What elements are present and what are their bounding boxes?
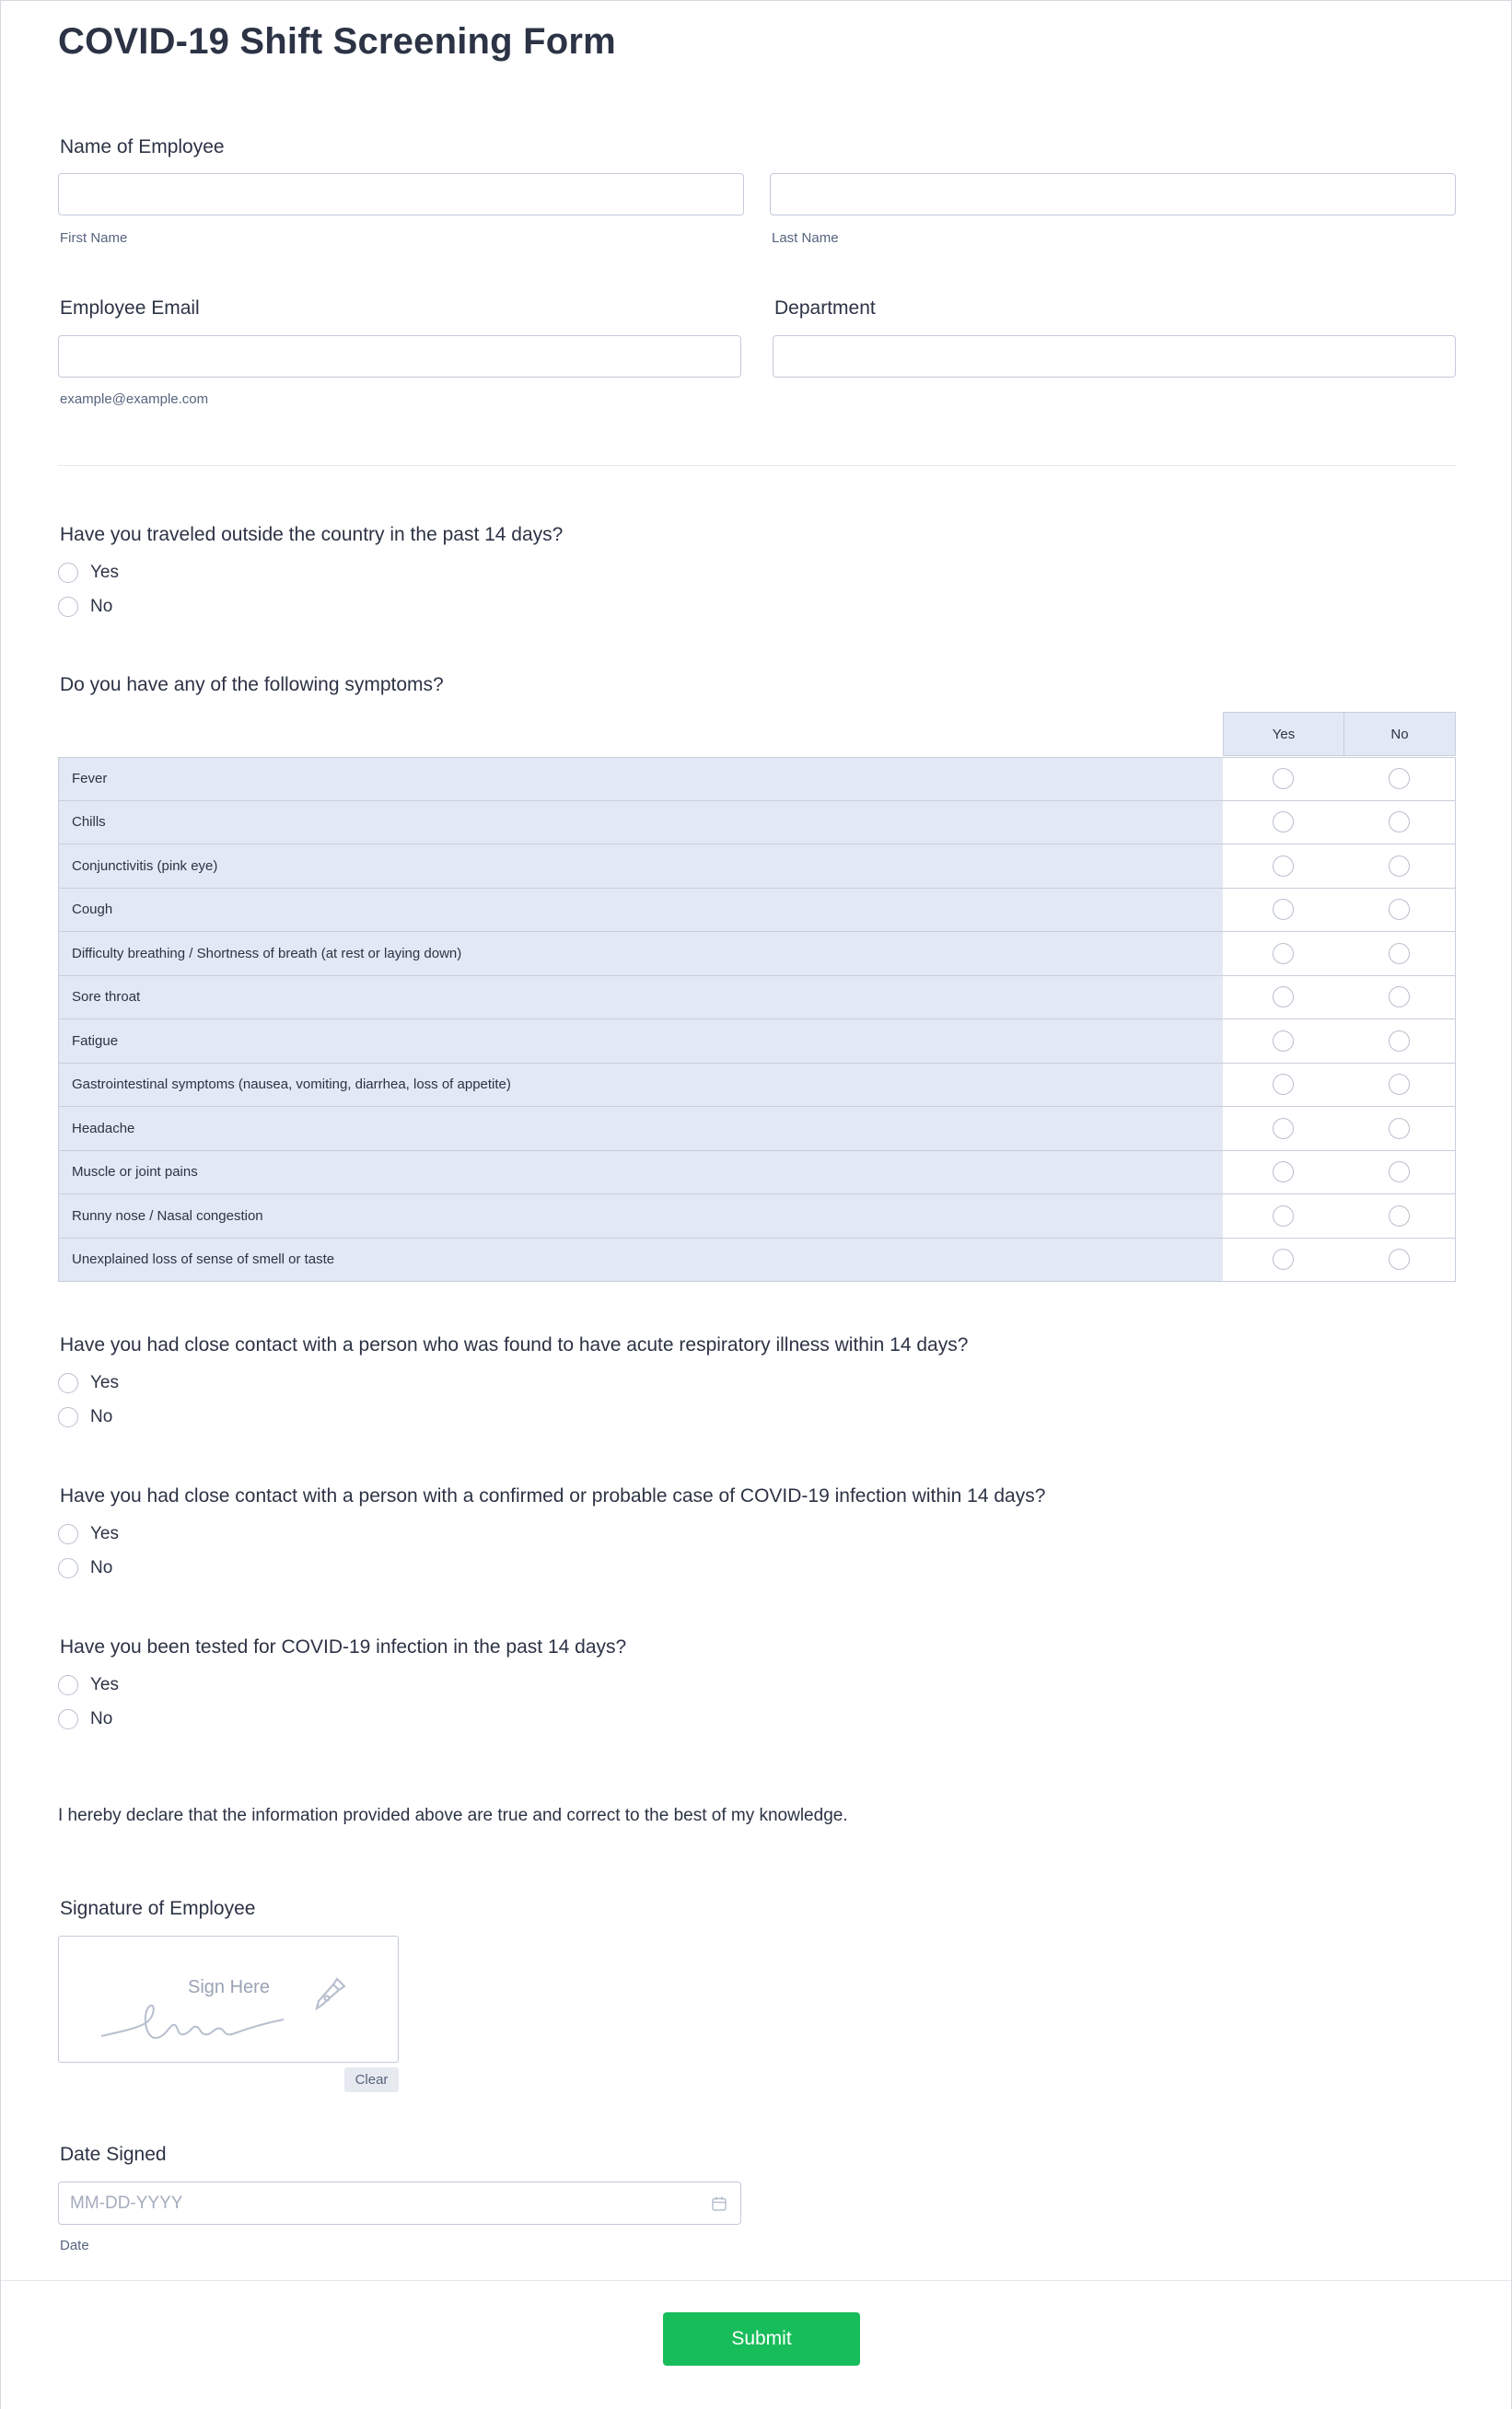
radio-icon[interactable] — [1389, 899, 1410, 920]
radio-icon[interactable] — [1273, 811, 1294, 832]
option-label: Yes — [90, 1675, 119, 1694]
matrix-row-label: Muscle or joint pains — [58, 1151, 1224, 1195]
matrix-column-no: No — [1343, 712, 1456, 756]
radio-icon[interactable] — [58, 1407, 78, 1427]
radio-icon[interactable] — [1389, 943, 1410, 964]
date-sublabel: Date — [60, 2238, 89, 2253]
first-name-sublabel: First Name — [60, 230, 128, 246]
matrix-row-label: Chills — [58, 801, 1224, 845]
option-label: No — [90, 1709, 113, 1728]
radio-icon[interactable] — [1273, 1161, 1294, 1182]
department-label: Department — [774, 297, 876, 319]
matrix-cell-yes[interactable] — [1223, 1064, 1344, 1108]
contact-covid-option-yes[interactable] — [58, 1520, 119, 1548]
email-input[interactable] — [58, 335, 741, 378]
signature-scribble-icon — [99, 1983, 311, 2047]
matrix-body — [58, 757, 1456, 1282]
matrix-cell-yes[interactable] — [1223, 932, 1344, 976]
signature-placeholder: Sign Here — [188, 1977, 270, 1997]
matrix-cell-yes[interactable] — [1223, 1239, 1344, 1283]
matrix-row-label: Fever — [58, 757, 1224, 801]
matrix-row — [58, 757, 1456, 801]
signature-pad[interactable] — [58, 1936, 399, 2063]
matrix-row-label: Difficulty breathing / Shortness of breath (at rest or laying down) — [58, 932, 1224, 976]
matrix-cell-yes[interactable] — [1223, 1019, 1344, 1064]
submit-button[interactable]: Submit — [663, 2312, 860, 2366]
matrix-row-label: Conjunctivitis (pink eye) — [58, 844, 1224, 889]
matrix-cell-no[interactable] — [1343, 1239, 1456, 1283]
radio-icon[interactable] — [58, 1524, 78, 1544]
option-label: Yes — [90, 563, 119, 582]
matrix-row-label: Sore throat — [58, 976, 1224, 1020]
matrix-cell-yes[interactable] — [1223, 1107, 1344, 1151]
matrix-cell-yes[interactable] — [1223, 889, 1344, 933]
radio-icon[interactable] — [1389, 811, 1410, 832]
contact-respiratory-option-no[interactable] — [58, 1403, 112, 1431]
matrix-row — [58, 1019, 1456, 1064]
matrix-row — [58, 1064, 1456, 1108]
radio-icon[interactable] — [58, 1558, 78, 1578]
radio-icon[interactable] — [1273, 943, 1294, 964]
name-label: Name of Employee — [60, 136, 225, 157]
matrix-cell-no[interactable] — [1343, 1151, 1456, 1195]
matrix-cell-yes[interactable] — [1223, 844, 1344, 889]
email-sublabel: example@example.com — [60, 391, 209, 407]
section-divider — [58, 465, 1456, 466]
date-input[interactable] — [58, 2182, 741, 2225]
matrix-row — [58, 801, 1456, 845]
clear-signature-button[interactable]: Clear — [344, 2067, 399, 2092]
option-label: No — [90, 1558, 113, 1577]
radio-icon[interactable] — [58, 563, 78, 583]
matrix-cell-no[interactable] — [1343, 932, 1456, 976]
matrix-row — [58, 844, 1456, 889]
option-label: No — [90, 597, 113, 616]
matrix-cell-yes[interactable] — [1223, 1194, 1344, 1239]
declaration-text: I hereby declare that the information provided above are true and correct to the best of my knowledge. — [58, 1806, 848, 1825]
travel-option-no[interactable] — [58, 593, 112, 621]
matrix-cell-no[interactable] — [1343, 844, 1456, 889]
matrix-cell-no[interactable] — [1343, 976, 1456, 1020]
matrix-cell-no[interactable] — [1343, 801, 1456, 845]
radio-icon[interactable] — [1389, 855, 1410, 877]
matrix-row — [58, 976, 1456, 1020]
radio-icon[interactable] — [1389, 986, 1410, 1007]
matrix-row-label: Headache — [58, 1107, 1224, 1151]
matrix-row-label: Gastrointestinal symptoms (nausea, vomiting, diarrhea, loss of appetite) — [58, 1064, 1224, 1108]
matrix-cell-yes[interactable] — [1223, 757, 1344, 801]
option-label: Yes — [90, 1373, 119, 1392]
radio-icon[interactable] — [1273, 986, 1294, 1007]
contact-respiratory-option-yes[interactable] — [58, 1369, 119, 1397]
first-name-input[interactable] — [58, 173, 744, 215]
tested-option-no[interactable] — [58, 1705, 112, 1733]
radio-icon[interactable] — [1389, 1118, 1410, 1139]
matrix-row-label: Cough — [58, 889, 1224, 933]
radio-icon[interactable] — [1273, 855, 1294, 877]
radio-icon[interactable] — [58, 1373, 78, 1393]
signature-label: Signature of Employee — [60, 1898, 256, 1919]
matrix-cell-no[interactable] — [1343, 757, 1456, 801]
option-label: No — [90, 1407, 113, 1426]
matrix-column-yes: Yes — [1223, 712, 1344, 756]
matrix-row — [58, 1107, 1456, 1151]
department-input[interactable] — [773, 335, 1456, 378]
contact-covid-option-no[interactable] — [58, 1554, 112, 1582]
radio-icon[interactable] — [1273, 768, 1294, 789]
matrix-row — [58, 1194, 1456, 1239]
radio-icon[interactable] — [1389, 1030, 1410, 1052]
radio-icon[interactable] — [1273, 1249, 1294, 1270]
matrix-row-label: Runny nose / Nasal congestion — [58, 1194, 1224, 1239]
pen-icon — [309, 1973, 350, 2014]
radio-icon[interactable] — [1273, 1030, 1294, 1052]
option-label: Yes — [90, 1524, 119, 1543]
symptoms-matrix — [58, 712, 1456, 1282]
radio-icon[interactable] — [1389, 768, 1410, 789]
matrix-row — [58, 932, 1456, 976]
radio-icon[interactable] — [1273, 1074, 1294, 1095]
date-placeholder: MM-DD-YYYY — [70, 2194, 183, 2213]
matrix-cell-yes[interactable] — [1223, 1151, 1344, 1195]
last-name-sublabel: Last Name — [772, 230, 839, 246]
radio-icon[interactable] — [1389, 1161, 1410, 1182]
radio-icon[interactable] — [1273, 1205, 1294, 1227]
radio-icon[interactable] — [58, 1675, 78, 1695]
matrix-row-label: Fatigue — [58, 1019, 1224, 1064]
contact-covid-question: Have you had close contact with a person with a confirmed or probable case of COVID-19 infection within 14 days? — [60, 1485, 1046, 1507]
matrix-cell-no[interactable] — [1343, 1194, 1456, 1239]
matrix-header — [58, 712, 1456, 757]
calendar-icon[interactable] — [711, 2195, 727, 2212]
last-name-input[interactable] — [770, 173, 1456, 215]
radio-icon[interactable] — [1389, 1074, 1410, 1095]
matrix-cell-yes[interactable] — [1223, 801, 1344, 845]
symptoms-question: Do you have any of the following symptoms? — [60, 674, 444, 695]
radio-icon[interactable] — [1273, 1118, 1294, 1139]
matrix-cell-yes[interactable] — [1223, 976, 1344, 1020]
matrix-row — [58, 1151, 1456, 1195]
matrix-row — [58, 889, 1456, 933]
date-label: Date Signed — [60, 2144, 167, 2165]
matrix-cell-no[interactable] — [1343, 1019, 1456, 1064]
radio-icon[interactable] — [58, 1709, 78, 1729]
radio-icon[interactable] — [1389, 1205, 1410, 1227]
matrix-cell-no[interactable] — [1343, 889, 1456, 933]
tested-option-yes[interactable] — [58, 1671, 119, 1699]
matrix-cell-no[interactable] — [1343, 1107, 1456, 1151]
radio-icon[interactable] — [58, 597, 78, 617]
tested-question: Have you been tested for COVID-19 infection in the past 14 days? — [60, 1636, 627, 1658]
matrix-row-label: Unexplained loss of sense of smell or taste — [58, 1239, 1224, 1283]
radio-icon[interactable] — [1273, 899, 1294, 920]
form-title: COVID-19 Shift Screening Form — [58, 21, 616, 62]
email-label: Employee Email — [60, 297, 200, 319]
radio-icon[interactable] — [1389, 1249, 1410, 1270]
contact-respiratory-question: Have you had close contact with a person who was found to have acute respiratory illness within 14 days? — [60, 1334, 969, 1356]
travel-option-yes[interactable] — [58, 559, 119, 587]
matrix-cell-no[interactable] — [1343, 1064, 1456, 1108]
travel-question: Have you traveled outside the country in the past 14 days? — [60, 524, 564, 545]
matrix-row — [58, 1239, 1456, 1283]
